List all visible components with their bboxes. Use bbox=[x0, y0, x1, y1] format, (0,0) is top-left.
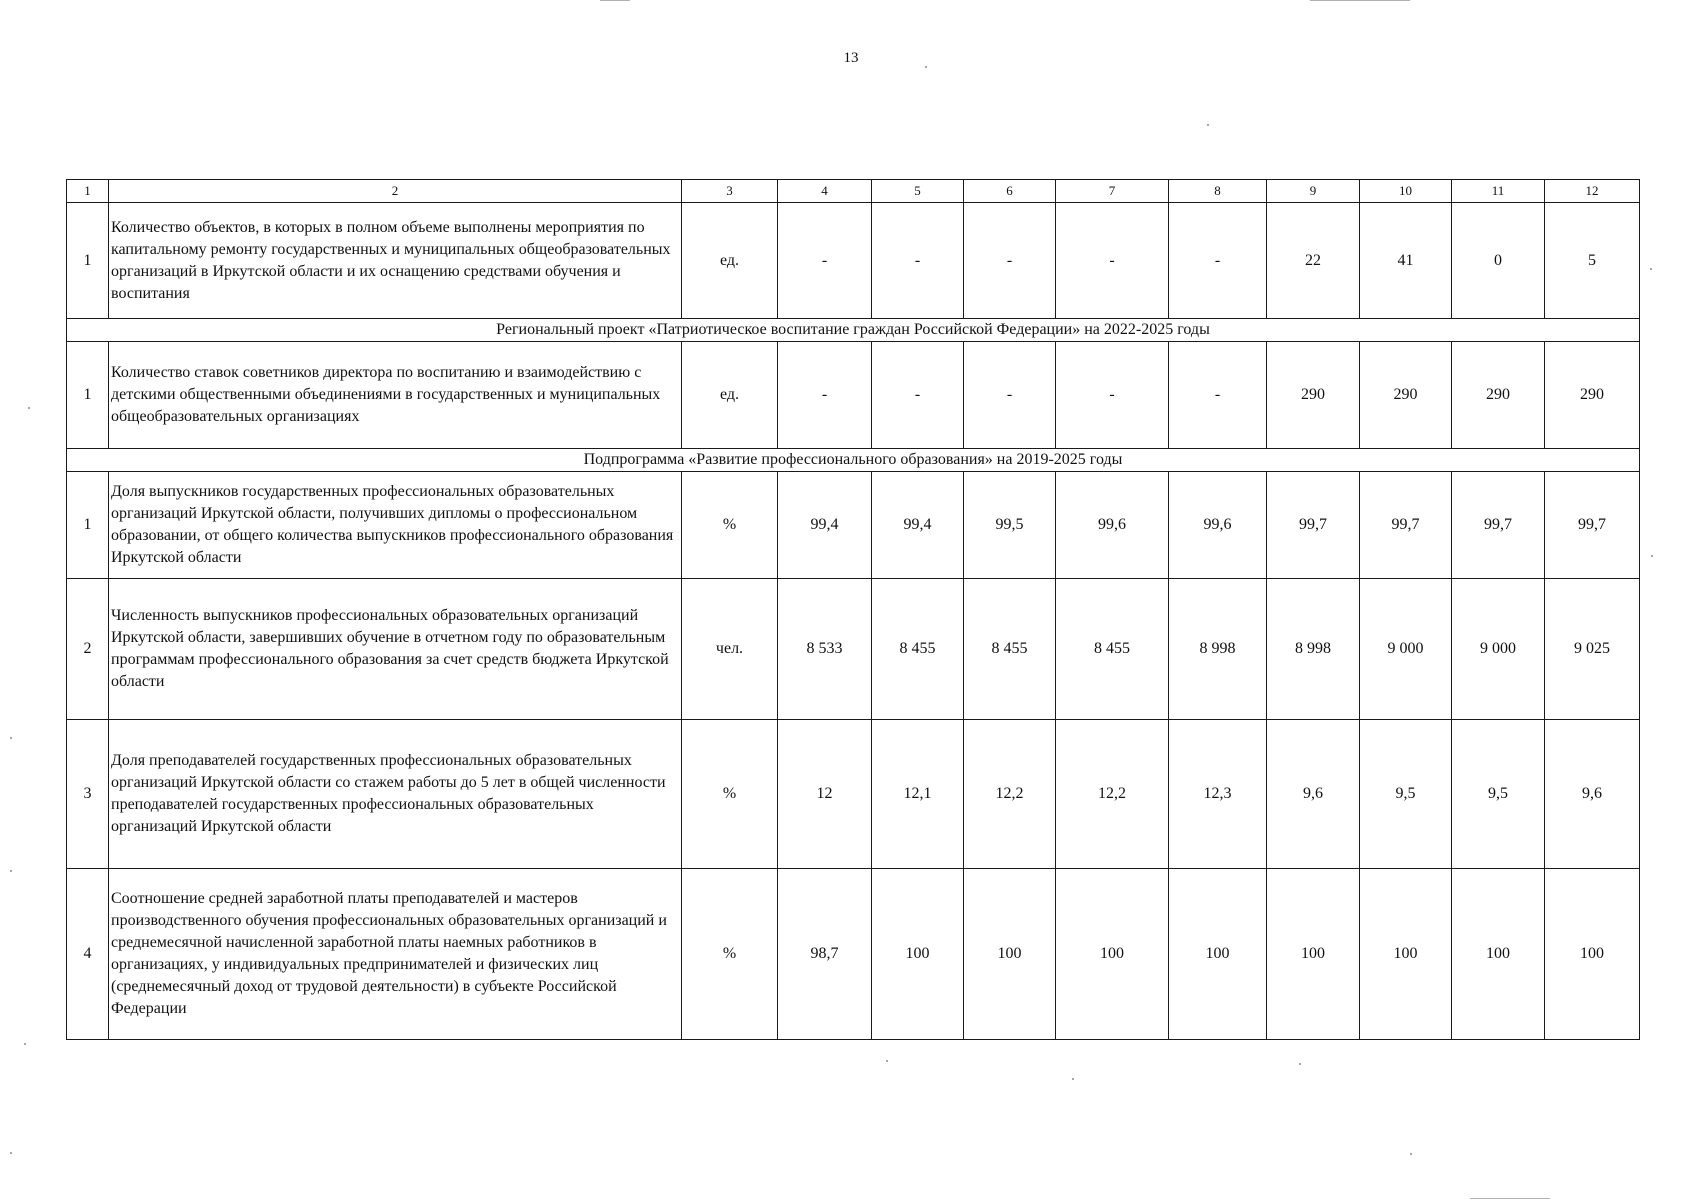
indicator-row bbox=[67, 342, 1640, 449]
unit-cell: ед. bbox=[682, 203, 778, 319]
section-header-row bbox=[67, 449, 1640, 472]
column-number: 8 bbox=[1169, 180, 1267, 203]
indicator-description: Доля преподавателей государственных профессиональных образовательных организаций Иркутской области со стажем работы до 5 лет в общей численности преподавателей государственных профессиональных образовательных организаций Иркутской области bbox=[109, 720, 682, 869]
value-cell: - bbox=[778, 203, 872, 319]
indicators-table bbox=[66, 179, 1640, 1040]
scan-speck bbox=[1410, 1153, 1412, 1155]
value-cell: 290 bbox=[1360, 342, 1452, 449]
scan-speck bbox=[10, 737, 12, 739]
column-number: 5 bbox=[872, 180, 964, 203]
column-number: 1 bbox=[67, 180, 109, 203]
column-number: 11 bbox=[1452, 180, 1545, 203]
value-cell: 98,7 bbox=[778, 869, 872, 1040]
table-body bbox=[67, 180, 1640, 1040]
page-number: 13 bbox=[843, 50, 859, 66]
column-number: 4 bbox=[778, 180, 872, 203]
scan-speck bbox=[10, 870, 12, 872]
scan-speck bbox=[10, 1152, 12, 1154]
section-header-row bbox=[67, 319, 1640, 342]
column-number: 9 bbox=[1267, 180, 1360, 203]
value-cell: 8 455 bbox=[964, 579, 1056, 720]
unit-cell: чел. bbox=[682, 579, 778, 720]
value-cell: 100 bbox=[1452, 869, 1545, 1040]
column-number: 2 bbox=[109, 180, 682, 203]
column-number: 12 bbox=[1545, 180, 1640, 203]
scan-speck bbox=[886, 1060, 888, 1062]
column-number-header-row bbox=[67, 180, 1640, 203]
unit-cell: % bbox=[682, 720, 778, 869]
section-title: Подпрограмма «Развитие профессионального образования» на 2019-2025 годы bbox=[67, 449, 1640, 472]
scan-edge-top bbox=[600, 0, 630, 1]
value-cell: 8 998 bbox=[1169, 579, 1267, 720]
row-number: 3 bbox=[67, 720, 109, 869]
value-cell: 99,7 bbox=[1267, 472, 1360, 579]
value-cell: 99,6 bbox=[1169, 472, 1267, 579]
value-cell: 12,3 bbox=[1169, 720, 1267, 869]
indicator-description: Соотношение средней заработной платы преподавателей и мастеров производственного обучения профессиональных образовательных организаций и среднемесячной начисленной заработной платы наемных работников в организациях, у индивидуальных предпринимателей и физических лиц (среднемесячный доход от трудовой деятельности) в субъекте Российской Федерации bbox=[109, 869, 682, 1040]
value-cell: 9 025 bbox=[1545, 579, 1640, 720]
unit-cell: ед. bbox=[682, 342, 778, 449]
value-cell: 5 bbox=[1545, 203, 1640, 319]
indicator-description: Количество ставок советников директора по воспитанию и взаимодействию с детскими общественными объединениями в государственных и муниципальных общеобразовательных организациях bbox=[109, 342, 682, 449]
indicator-row bbox=[67, 203, 1640, 319]
value-cell: - bbox=[964, 203, 1056, 319]
column-number: 10 bbox=[1360, 180, 1452, 203]
value-cell: - bbox=[1056, 203, 1169, 319]
scan-edge-bottom bbox=[1470, 1198, 1550, 1199]
row-number: 4 bbox=[67, 869, 109, 1040]
unit-cell: % bbox=[682, 869, 778, 1040]
value-cell: 100 bbox=[1267, 869, 1360, 1040]
value-cell: 12 bbox=[778, 720, 872, 869]
row-number: 1 bbox=[67, 472, 109, 579]
value-cell: 8 533 bbox=[778, 579, 872, 720]
value-cell: 12,2 bbox=[1056, 720, 1169, 869]
unit-cell: % bbox=[682, 472, 778, 579]
value-cell: 99,7 bbox=[1452, 472, 1545, 579]
indicator-row bbox=[67, 869, 1640, 1040]
value-cell: - bbox=[872, 342, 964, 449]
value-cell: - bbox=[1169, 203, 1267, 319]
column-number: 3 bbox=[682, 180, 778, 203]
scan-speck bbox=[1651, 555, 1653, 557]
value-cell: 100 bbox=[964, 869, 1056, 1040]
value-cell: - bbox=[1169, 342, 1267, 449]
scan-edge-top-right bbox=[1310, 0, 1410, 1]
value-cell: 9,6 bbox=[1267, 720, 1360, 869]
value-cell: 12,1 bbox=[872, 720, 964, 869]
indicator-description: Доля выпускников государственных профессиональных образовательных организаций Иркутской области, получивших дипломы о профессиональном образовании, от общего количества выпускников профессионального образования Иркутской области bbox=[109, 472, 682, 579]
row-number: 2 bbox=[67, 579, 109, 720]
value-cell: 100 bbox=[1169, 869, 1267, 1040]
value-cell: 99,7 bbox=[1545, 472, 1640, 579]
value-cell: 0 bbox=[1452, 203, 1545, 319]
scan-speck bbox=[1650, 268, 1652, 270]
value-cell: - bbox=[964, 342, 1056, 449]
value-cell: 8 455 bbox=[872, 579, 964, 720]
scan-speck bbox=[1072, 1078, 1074, 1080]
indicator-row bbox=[67, 579, 1640, 720]
value-cell: 99,7 bbox=[1360, 472, 1452, 579]
value-cell: 100 bbox=[1056, 869, 1169, 1040]
value-cell: 9,5 bbox=[1452, 720, 1545, 869]
value-cell: 290 bbox=[1452, 342, 1545, 449]
value-cell: 41 bbox=[1360, 203, 1452, 319]
scan-speck bbox=[24, 1043, 26, 1045]
value-cell: 99,4 bbox=[872, 472, 964, 579]
indicator-row bbox=[67, 472, 1640, 579]
indicator-row bbox=[67, 720, 1640, 869]
value-cell: - bbox=[1056, 342, 1169, 449]
value-cell: - bbox=[778, 342, 872, 449]
value-cell: 100 bbox=[1360, 869, 1452, 1040]
value-cell: 99,5 bbox=[964, 472, 1056, 579]
value-cell: 8 455 bbox=[1056, 579, 1169, 720]
value-cell: 99,6 bbox=[1056, 472, 1169, 579]
value-cell: 12,2 bbox=[964, 720, 1056, 869]
indicator-description: Количество объектов, в которых в полном объеме выполнены мероприятия по капитальному ремонту государственных и муниципальных общеобразовательных организаций в Иркутской области и их оснащению средствами обучения и воспитания bbox=[109, 203, 682, 319]
value-cell: 8 998 bbox=[1267, 579, 1360, 720]
indicator-description: Численность выпускников профессиональных образовательных организаций Иркутской области, завершивших обучение в отчетном году по образовательным программам профессионального образования за счет средств бюджета Иркутской области bbox=[109, 579, 682, 720]
value-cell: 99,4 bbox=[778, 472, 872, 579]
value-cell: 290 bbox=[1267, 342, 1360, 449]
value-cell: 290 bbox=[1545, 342, 1640, 449]
value-cell: 100 bbox=[1545, 869, 1640, 1040]
row-number: 1 bbox=[67, 342, 109, 449]
value-cell: 100 bbox=[872, 869, 964, 1040]
column-number: 6 bbox=[964, 180, 1056, 203]
value-cell: 9 000 bbox=[1452, 579, 1545, 720]
column-number: 7 bbox=[1056, 180, 1169, 203]
value-cell: 9,5 bbox=[1360, 720, 1452, 869]
value-cell: - bbox=[872, 203, 964, 319]
scan-speck bbox=[1207, 124, 1209, 126]
row-number: 1 bbox=[67, 203, 109, 319]
value-cell: 9 000 bbox=[1360, 579, 1452, 720]
section-title: Региональный проект «Патриотическое воспитание граждан Российской Федерации» на 2022-2025 годы bbox=[67, 319, 1640, 342]
value-cell: 9,6 bbox=[1545, 720, 1640, 869]
scan-speck bbox=[1299, 1063, 1301, 1065]
scan-speck bbox=[28, 407, 30, 409]
value-cell: 22 bbox=[1267, 203, 1360, 319]
